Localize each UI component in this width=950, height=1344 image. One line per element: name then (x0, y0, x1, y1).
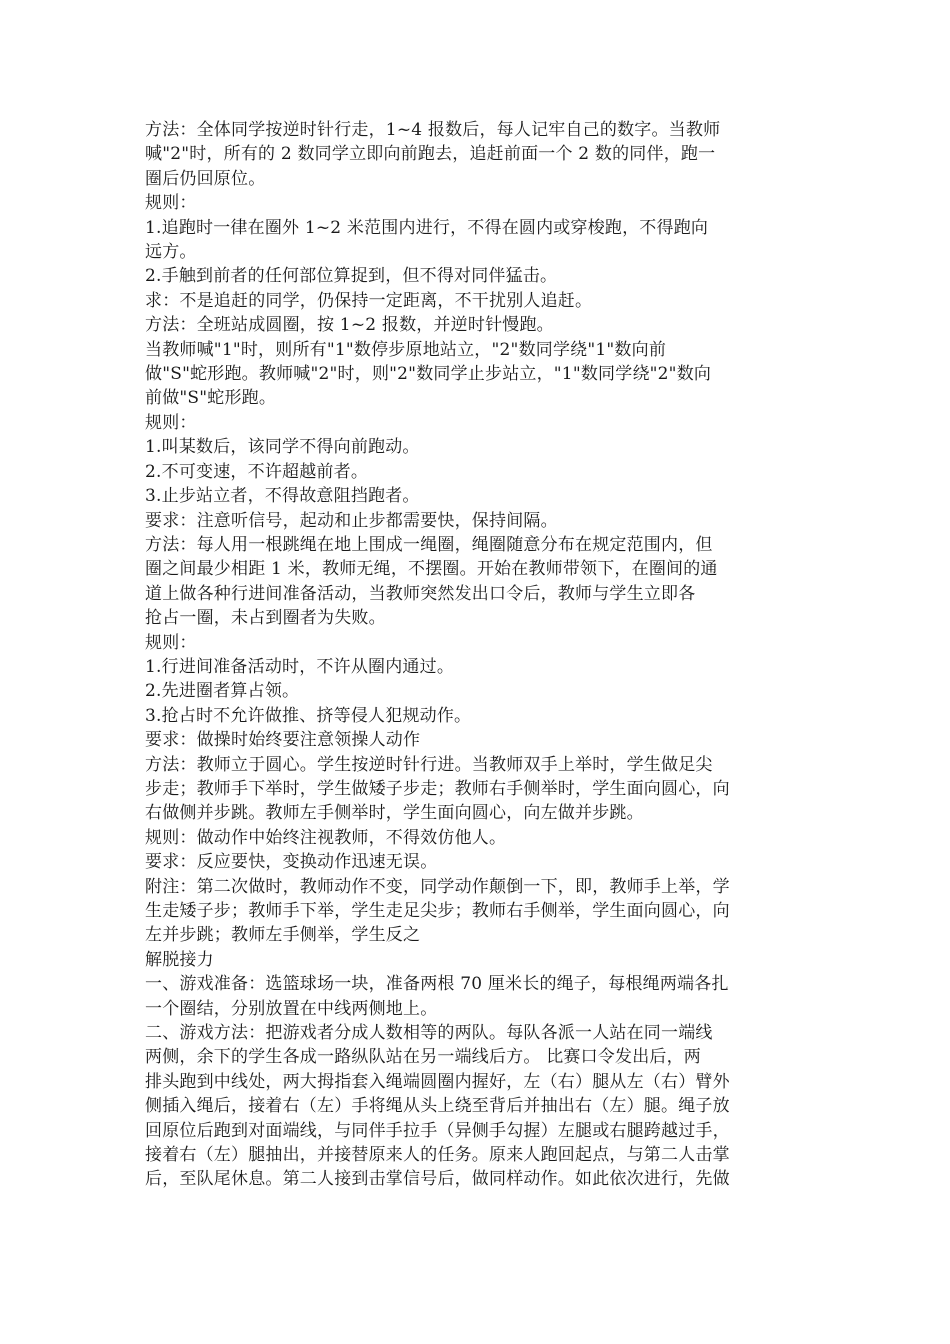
text-line: 前做"S"蛇形跑。 (145, 388, 277, 409)
text-line: 2.不可变速，不许超越前者。 (145, 461, 369, 482)
text-line: 1.叫某数后，该同学不得向前跑动。 (145, 437, 420, 458)
text-line: 步走；教师手下举时，学生做矮子步走；教师右手侧举时，学生面向圆心，向 (145, 778, 730, 799)
document-body (145, 118, 817, 1192)
text-line: 二、游戏方法：把游戏者分成人数相等的两队。每队各派一人站在同一端线 (145, 1023, 713, 1044)
text-line: 规则： (145, 412, 197, 433)
text-line: 要求：做操时始终要注意领操人动作 (145, 730, 421, 751)
text-line: 规则：做动作中始终注视教师，不得效仿他人。 (145, 827, 507, 848)
text-line: 圈后仍回原位。 (145, 168, 266, 189)
text-line: 3.止步站立者，不得故意阻挡跑者。 (145, 486, 420, 507)
text-line: 后，至队尾休息。第二人接到击掌信号后，做同样动作。如此依次进行，先做 (145, 1169, 730, 1190)
text-line: 方法：全体同学按逆时针行走，1~4 报数后，每人记牢自己的数字。当教师 (145, 120, 721, 140)
text-line: 接着右（左）腿抽出，并接替原来人的任务。原来人跑回起点，与第二人击掌 (145, 1145, 730, 1166)
section-heading: 解脱接力 (145, 949, 214, 970)
text-line: 规则： (145, 632, 197, 653)
text-line: 圈之间最少相距 1 米，教师无绳，不摆圈。开始在教师带领下，在圈间的通 (145, 559, 718, 580)
text-line: 一个圈结，分别放置在中线两侧地上。 (145, 998, 438, 1019)
text-line: 要求：反应要快，变换动作迅速无误。 (145, 852, 438, 873)
text-line: 做"S"蛇形跑。教师喊"2"时，则"2"数同学止步站立，"1"数同学绕"2"数向 (145, 364, 712, 385)
text-line: 附注：第二次做时，教师动作不变，同学动作颠倒一下，即，教师手上举，学 (145, 876, 730, 897)
text-line: 方法：教师立于圆心。学生按逆时针行进。当教师双手上举时，学生做足尖 (145, 754, 713, 775)
text-line: 两侧，余下的学生各成一路纵队站在另一端线后方。 比赛口令发出后，两 (145, 1047, 702, 1068)
text-line: 求：不是追赶的同学，仍保持一定距离，不干扰别人追赶。 (145, 290, 593, 311)
text-line: 1.追跑时一律在圈外 1~2 米范围内进行，不得在圆内或穿梭跑，不得跑向 (145, 217, 709, 238)
text-line: 规则： (145, 193, 197, 214)
text-line: 当教师喊"1"时，则所有"1"数停步原地站立，"2"数同学绕"1"数向前 (145, 339, 667, 360)
text-line: 喊"2"时，所有的 2 数同学立即向前跑去，追赶前面一个 2 数的同伴，跑一 (145, 144, 716, 165)
text-line: 侧插入绳后，接着右（左）手将绳从头上绕至背后并抽出右（左）腿。绳子放 (145, 1096, 730, 1117)
text-line: 抢占一圈，未占到圈者为失败。 (145, 608, 386, 629)
text-line: 2.手触到前者的任何部位算捉到，但不得对同伴猛击。 (145, 266, 558, 287)
text-line: 回原位后跑到对面端线，与同伴手拉手（异侧手勾握）左腿或右腿跨越过手， (145, 1120, 730, 1141)
text-line: 右做侧并步跳。教师左手侧举时，学生面向圆心，向左做并步跳。 (145, 803, 644, 824)
text-line: 1.行进间准备活动时，不许从圈内通过。 (145, 656, 455, 677)
text-line: 要求：注意听信号，起动和止步都需要快，保持间隔。 (145, 510, 558, 531)
text-line: 一、游戏准备：选篮球场一块，准备两根 70 厘米长的绳子，每根绳两端各扎 (145, 974, 729, 995)
text-line: 3.抢占时不允许做推、挤等侵人犯规动作。 (145, 705, 472, 726)
text-line: 生走矮子步；教师手下举，学生走足尖步；教师右手侧举，学生面向圆心，向 (145, 901, 730, 921)
text-line: 2.先进圈者算占领。 (145, 681, 300, 702)
text-line: 排头跑到中线处，两大拇指套入绳端圆圈内握好，左（右）腿从左（右）臂外 (145, 1071, 730, 1092)
text-line: 道上做各种行进间准备活动，当教师突然发出口令后，教师与学生立即各 (145, 583, 696, 604)
text-line: 方法：每人用一根跳绳在地上围成一绳圈，绳圈随意分布在规定范围内，但 (145, 534, 713, 555)
text-line: 左并步跳；教师左手侧举，学生反之 (145, 925, 421, 946)
text-line: 方法：全班站成圆圈，按 1~2 报数，并逆时针慢跑。 (145, 315, 554, 336)
text-line: 远方。 (145, 242, 197, 263)
